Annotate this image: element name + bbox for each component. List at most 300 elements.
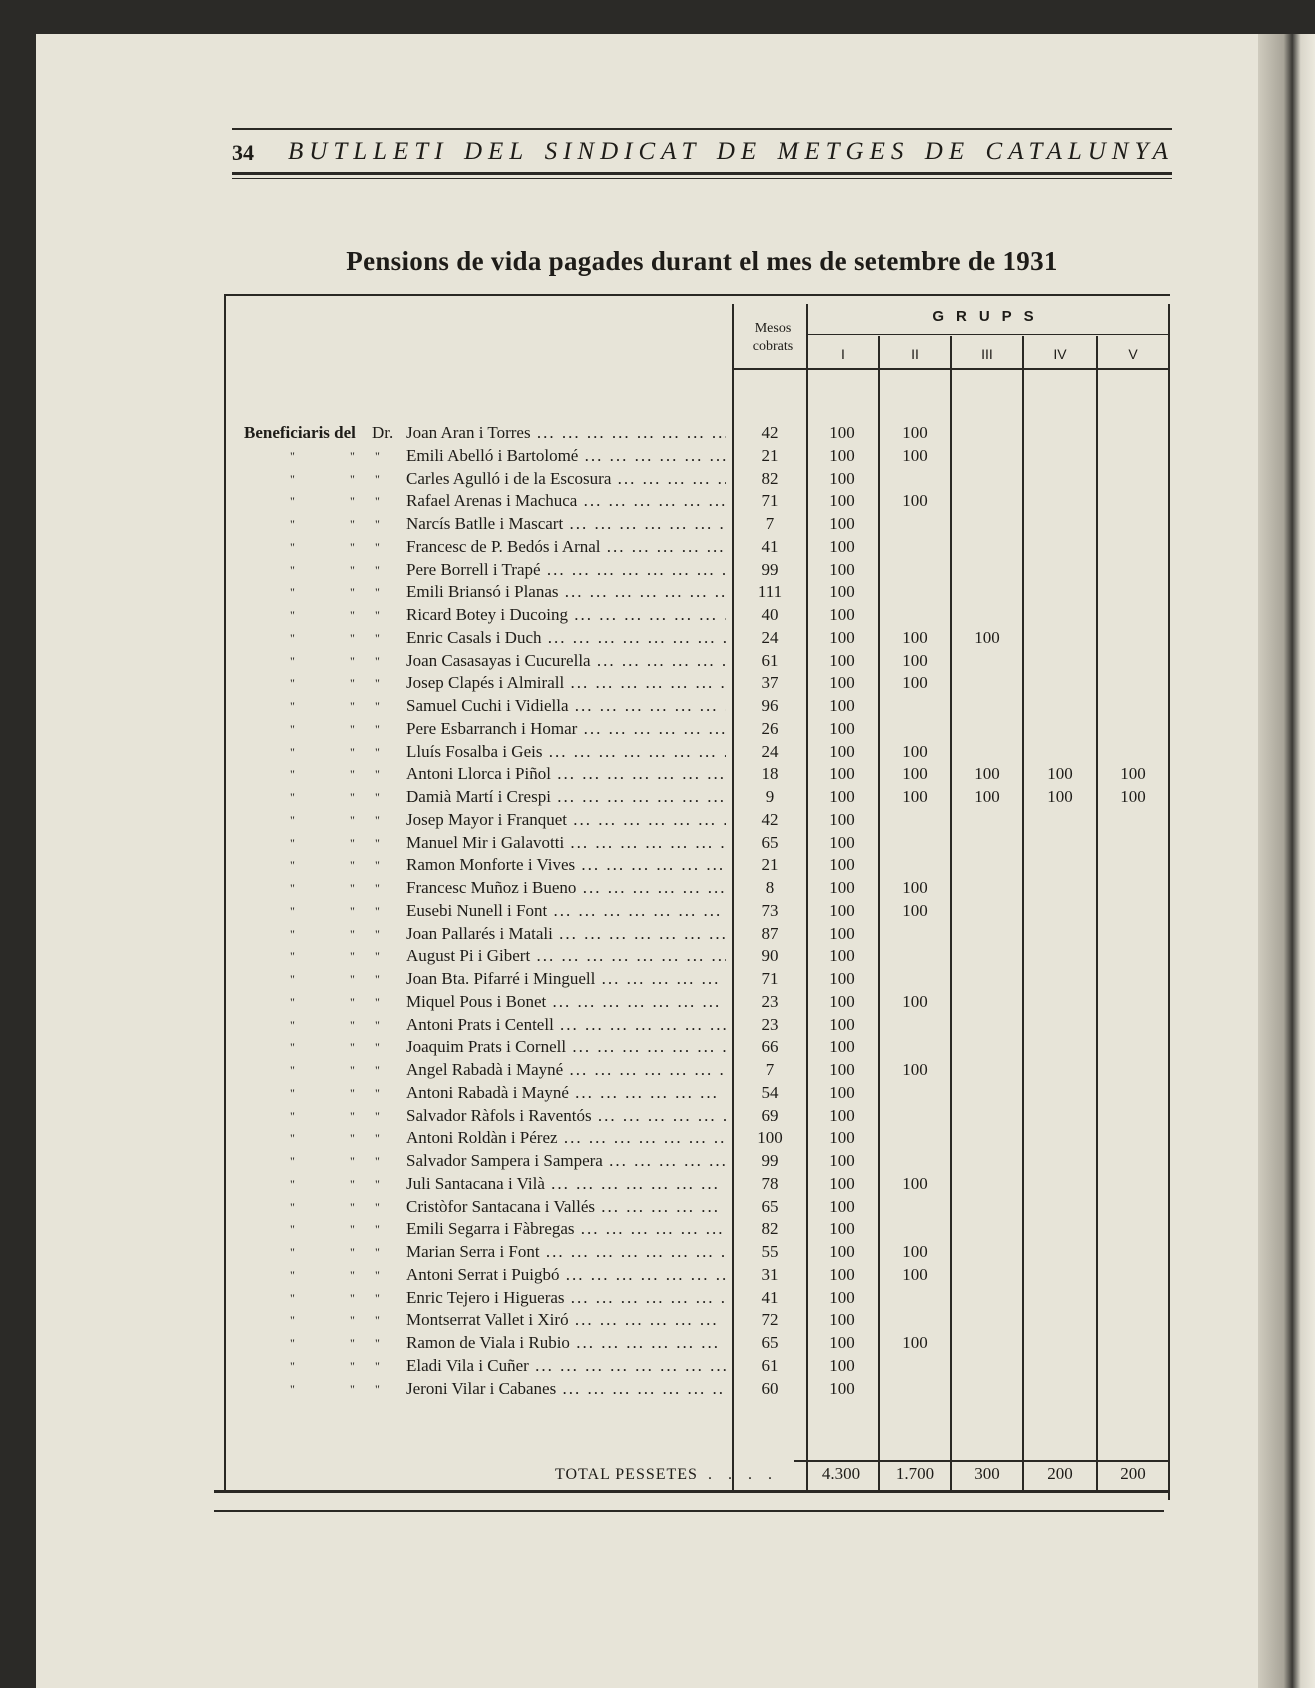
ditto-mark: "	[350, 813, 355, 827]
ditto-mark: "	[290, 904, 295, 918]
table-bottom-rule-2	[214, 1510, 1164, 1512]
mesos-cell: 7	[765, 514, 775, 533]
group-cell: 100	[1047, 764, 1073, 783]
ditto-mark: "	[375, 1200, 380, 1214]
ditto-mark: "	[375, 858, 380, 872]
mesos-cell: 96	[761, 696, 779, 715]
group-cell: 100	[902, 787, 928, 806]
grups-header: GRUPS	[932, 308, 1046, 325]
mesos-cell: 23	[761, 1015, 779, 1034]
beneficiary-name: Manuel Mir i Galavotti ... .	[406, 832, 726, 854]
group-cell: 100	[829, 1379, 855, 1398]
group-cell: 100	[829, 423, 855, 442]
ditto-mark: "	[290, 1336, 295, 1350]
mesos-cell: 71	[761, 969, 779, 988]
ditto-mark: "	[375, 790, 380, 804]
beneficiary-name: Joan Bta. Pifarré i Minguell ... .	[406, 968, 726, 990]
group-cell: 100	[829, 1265, 855, 1284]
book-spine	[1258, 34, 1315, 1688]
ditto-mark: "	[290, 1222, 295, 1236]
ditto-mark: "	[350, 563, 355, 577]
ditto-mark: "	[290, 836, 295, 850]
ditto-mark: "	[350, 1040, 355, 1054]
group-cell: 100	[902, 1265, 928, 1284]
ditto-mark: "	[350, 722, 355, 736]
ditto-mark: "	[290, 449, 295, 463]
ditto-mark: "	[290, 767, 295, 781]
mesos-header	[733, 320, 813, 356]
ditto-mark: "	[290, 790, 295, 804]
beneficiary-name: Ricard Botey i Ducoing ... .	[406, 604, 726, 626]
group-header-iv: IV	[1053, 346, 1067, 362]
group-cell: 100	[902, 651, 928, 670]
ditto-mark: "	[350, 608, 355, 622]
ditto-mark: "	[290, 813, 295, 827]
ditto-mark: "	[290, 858, 295, 872]
mesos-cell: 69	[761, 1106, 779, 1125]
ditto-mark: "	[375, 1336, 380, 1350]
mesos-cell: 31	[761, 1265, 779, 1284]
mesos-cell: 26	[761, 719, 779, 738]
group-cell: 100	[829, 1174, 855, 1193]
header-rule-top	[232, 128, 1172, 130]
ditto-mark: "	[290, 1154, 295, 1168]
group-v-column-rule	[1096, 336, 1098, 1490]
ditto-mark: "	[375, 631, 380, 645]
ditto-mark: "	[350, 904, 355, 918]
ditto-mark: "	[375, 585, 380, 599]
ditto-mark: "	[290, 949, 295, 963]
beneficiary-name: Carles Agulló i de la Escosura ... .	[406, 468, 726, 490]
ditto-mark: "	[290, 995, 295, 1009]
ditto-mark: "	[350, 631, 355, 645]
ditto-mark: "	[375, 972, 380, 986]
total-label: TOTAL PESSETES . .	[555, 1466, 773, 1484]
group-cell: 100	[829, 764, 855, 783]
beneficiary-name: Rafael Arenas i Machuca ... .	[406, 490, 726, 512]
ditto-mark: "	[290, 972, 295, 986]
ditto-mark: "	[375, 1245, 380, 1259]
mesos-cell: 41	[761, 537, 779, 556]
group-cell: 100	[829, 742, 855, 761]
ditto-mark: "	[350, 1154, 355, 1168]
ditto-mark: "	[290, 1291, 295, 1305]
ditto-mark: "	[290, 563, 295, 577]
mesos-cell: 111	[757, 582, 783, 601]
running-head-word: DE	[924, 138, 971, 165]
ditto-mark: "	[375, 767, 380, 781]
beneficiary-name: Narcís Batlle i Mascart ... .	[406, 513, 726, 535]
page-title: Pensions de vida pagades durant el mes de setembre de 1931	[346, 246, 1058, 276]
table-left-rule	[224, 294, 226, 1492]
ditto-mark: "	[375, 1018, 380, 1032]
ditto-mark: "	[350, 836, 355, 850]
group-cell: 100	[829, 469, 855, 488]
running-head-word: BUTLLETI	[288, 138, 449, 165]
group-cell: 100	[974, 787, 1000, 806]
ditto-mark: "	[290, 540, 295, 554]
group-cell: 100	[829, 1310, 855, 1329]
header-bottom-rule	[734, 368, 1170, 370]
ditto-mark: "	[290, 881, 295, 895]
group-cell: 100	[829, 446, 855, 465]
beneficiary-name: Cristòfor Santacana i Vallés ... .	[406, 1196, 726, 1218]
group-cell: 100	[829, 1197, 855, 1216]
mesos-cell: 41	[761, 1288, 779, 1307]
ditto-mark: "	[290, 1063, 295, 1077]
ditto-mark: "	[375, 608, 380, 622]
ditto-mark: "	[290, 1177, 295, 1191]
group-cell: 100	[1047, 787, 1073, 806]
ditto-mark: "	[350, 1336, 355, 1350]
table-bottom-rule	[214, 1490, 1170, 1493]
group-cell: 100	[829, 1083, 855, 1102]
ditto-mark: "	[350, 1291, 355, 1305]
ditto-mark: "	[350, 585, 355, 599]
ditto-mark: "	[290, 1018, 295, 1032]
beneficiary-name: Francesc de P. Bedós i Arnal ... .	[406, 536, 726, 558]
running-head-word: CATALUNYA	[985, 138, 1174, 165]
ditto-mark: "	[350, 858, 355, 872]
group-cell: 100	[829, 878, 855, 897]
group-cell: 100	[902, 878, 928, 897]
group-cell: 100	[974, 628, 1000, 647]
mesos-cell: 54	[761, 1083, 779, 1102]
running-head-word: DEL	[463, 138, 530, 165]
table-right-rule	[1168, 304, 1170, 1500]
ditto-mark: "	[290, 1268, 295, 1282]
ditto-mark: "	[350, 1382, 355, 1396]
running-head-word: DE	[716, 138, 763, 165]
ditto-mark: "	[375, 995, 380, 1009]
ditto-mark: "	[290, 654, 295, 668]
ditto-mark: "	[290, 1313, 295, 1327]
ditto-mark: "	[375, 494, 380, 508]
beneficiary-name: Montserrat Vallet i Xiró ... .	[406, 1309, 726, 1331]
ditto-mark: "	[375, 472, 380, 486]
group-cell: 100	[829, 787, 855, 806]
total-group-ii: 1.700	[895, 1464, 935, 1483]
group-cell: 100	[829, 582, 855, 601]
group-cell: 100	[902, 1060, 928, 1079]
ditto-mark: "	[290, 517, 295, 531]
ditto-mark: "	[375, 1177, 380, 1191]
ditto-mark: "	[375, 1359, 380, 1373]
ditto-mark: "	[350, 995, 355, 1009]
group-cell: 100	[829, 1060, 855, 1079]
ditto-mark: "	[375, 1222, 380, 1236]
group-cell: 100	[829, 673, 855, 692]
group-cell: 100	[829, 537, 855, 556]
beneficiary-name: Enric Casals i Duch ... .	[406, 627, 726, 649]
ditto-mark: "	[375, 1154, 380, 1168]
group-cell: 100	[829, 696, 855, 715]
group-cell: 100	[829, 491, 855, 510]
ditto-mark: "	[375, 927, 380, 941]
group-cell: 100	[902, 628, 928, 647]
page-number: 34	[232, 140, 254, 165]
group-cell: 100	[829, 924, 855, 943]
mesos-cell: 42	[761, 423, 779, 442]
ditto-mark: "	[375, 836, 380, 850]
ditto-mark: "	[350, 1109, 355, 1123]
group-iii-column-rule	[950, 336, 952, 1490]
group-cell: 100	[974, 764, 1000, 783]
group-cell: 100	[902, 992, 928, 1011]
dr-prefix: Dr.	[372, 423, 394, 442]
beneficiary-name: Marian Serra i Font ... .	[406, 1241, 726, 1263]
running-head-word: METGES	[777, 138, 910, 165]
beneficiary-name: Antoni Llorca i Piñol ... .	[406, 763, 726, 785]
group-cell: 100	[829, 1333, 855, 1352]
ditto-mark: "	[290, 472, 295, 486]
mesos-cell: 24	[761, 742, 779, 761]
beneficiaris-label: Beneficiaris del	[244, 423, 356, 442]
running-head	[288, 138, 1174, 166]
ditto-mark: "	[350, 1222, 355, 1236]
group-cell: 100	[829, 560, 855, 579]
mesos-cell: 61	[761, 651, 779, 670]
ditto-mark: "	[350, 927, 355, 941]
ditto-mark: "	[350, 745, 355, 759]
ditto-mark: "	[375, 1063, 380, 1077]
beneficiary-name: Antoni Serrat i Puigbó ... .	[406, 1264, 726, 1286]
beneficiary-name: August Pi i Gibert ... .	[406, 945, 726, 967]
ditto-mark: "	[290, 1200, 295, 1214]
ditto-mark: "	[290, 722, 295, 736]
group-cell: 100	[829, 605, 855, 624]
ditto-mark: "	[350, 949, 355, 963]
ditto-mark: "	[375, 449, 380, 463]
group-cell: 100	[902, 423, 928, 442]
group-cell: 100	[829, 651, 855, 670]
beneficiary-name: Pere Esbarranch i Homar ... .	[406, 718, 726, 740]
ditto-mark: "	[375, 745, 380, 759]
mesos-cell: 55	[761, 1242, 779, 1261]
group-cell: 100	[902, 1174, 928, 1193]
ditto-mark: "	[350, 1131, 355, 1145]
ditto-mark: "	[350, 881, 355, 895]
total-group-iii: 300	[974, 1464, 1000, 1483]
mesos-cell: 71	[761, 491, 779, 510]
ditto-mark: "	[350, 1245, 355, 1259]
ditto-mark: "	[290, 676, 295, 690]
beneficiary-name: Joan Pallarés i Matali ... .	[406, 923, 726, 945]
group-cell: 100	[829, 1151, 855, 1170]
mesos-cell: 61	[761, 1356, 779, 1375]
beneficiary-name: Antoni Roldàn i Pérez ... .	[406, 1127, 726, 1149]
mesos-cell: 21	[761, 446, 779, 465]
group-cell: 100	[829, 1037, 855, 1056]
mesos-cell: 18	[761, 764, 779, 783]
ditto-mark: "	[350, 1018, 355, 1032]
mesos-cell: 21	[761, 855, 779, 874]
group-cell: 100	[902, 673, 928, 692]
beneficiary-name: Eusebi Nunell i Font ... .	[406, 900, 726, 922]
ditto-mark: "	[350, 540, 355, 554]
ditto-mark: "	[350, 654, 355, 668]
group-header-ii: II	[911, 346, 919, 362]
ditto-mark: "	[375, 949, 380, 963]
ditto-mark: "	[350, 1177, 355, 1191]
beneficiary-name: Juli Santacana i Vilà ... .	[406, 1173, 726, 1195]
group-header-iii: III	[981, 346, 993, 362]
mesos-cell: 82	[761, 1219, 779, 1238]
group-cell: 100	[902, 901, 928, 920]
mesos-cell: 65	[761, 1197, 779, 1216]
ditto-mark: "	[375, 654, 380, 668]
ditto-mark: "	[350, 472, 355, 486]
ditto-mark: "	[290, 494, 295, 508]
beneficiary-name: Pere Borrell i Trapé ... .	[406, 559, 726, 581]
group-cell: 100	[902, 764, 928, 783]
mesos-cell: 99	[761, 560, 779, 579]
beneficiary-name: Enric Tejero i Higueras ... .	[406, 1287, 726, 1309]
mesos-cell: 100	[757, 1128, 783, 1147]
beneficiary-name: Jeroni Vilar i Cabanes ... .	[406, 1378, 726, 1400]
ditto-mark: "	[350, 1359, 355, 1373]
ditto-mark: "	[290, 585, 295, 599]
total-group-i: 4.300	[821, 1464, 861, 1483]
beneficiary-name: Damià Martí i Crespi ... .	[406, 786, 726, 808]
beneficiary-name: Angel Rabadà i Mayné ... .	[406, 1059, 726, 1081]
beneficiary-name: Ramon de Viala i Rubio ... .	[406, 1332, 726, 1354]
beneficiary-name: Antoni Prats i Centell ... .	[406, 1014, 726, 1036]
group-header-v: V	[1128, 346, 1138, 362]
ditto-mark: "	[290, 1359, 295, 1373]
mesos-cell: 7	[765, 1060, 775, 1079]
mesos-cell: 60	[761, 1379, 779, 1398]
group-cell: 100	[829, 1128, 855, 1147]
ditto-mark: "	[375, 540, 380, 554]
group-cell: 100	[902, 446, 928, 465]
ditto-mark: "	[375, 676, 380, 690]
ditto-mark: "	[350, 449, 355, 463]
ditto-mark: "	[350, 699, 355, 713]
ditto-mark: "	[375, 1268, 380, 1282]
ditto-mark: "	[290, 1109, 295, 1123]
ditto-mark: "	[375, 699, 380, 713]
ditto-mark: "	[375, 1313, 380, 1327]
ditto-mark: "	[375, 1291, 380, 1305]
beneficiary-name: Lluís Fosalba i Geis ... .	[406, 741, 726, 763]
ditto-mark: "	[290, 1245, 295, 1259]
mesos-cell: 8	[765, 878, 775, 897]
group-cell: 100	[1120, 764, 1146, 783]
beneficiary-name: Josep Clapés i Almirall ... .	[406, 672, 726, 694]
group-cell: 100	[829, 1288, 855, 1307]
beneficiary-name: Emili Segarra i Fàbregas ... .	[406, 1218, 726, 1240]
mesos-cell: 78	[761, 1174, 779, 1193]
group-cell: 100	[829, 1219, 855, 1238]
ditto-mark: "	[375, 1086, 380, 1100]
ditto-mark: "	[290, 699, 295, 713]
ditto-mark: "	[290, 1131, 295, 1145]
beneficiary-name: Ramon Monforte i Vives ... .	[406, 854, 726, 876]
mesos-cell: 65	[761, 1333, 779, 1352]
group-cell: 100	[902, 1333, 928, 1352]
beneficiary-name: Joan Aran i Torres ... .	[406, 422, 726, 444]
group-cell: 100	[829, 855, 855, 874]
group-iv-column-rule	[1022, 336, 1024, 1490]
group-cell: 100	[829, 1015, 855, 1034]
group-cell: 100	[1120, 787, 1146, 806]
ditto-mark: "	[290, 745, 295, 759]
ditto-mark: "	[375, 813, 380, 827]
ditto-mark: "	[290, 1040, 295, 1054]
mesos-cell: 23	[761, 992, 779, 1011]
mesos-header-line1: Mesos	[754, 321, 792, 336]
ditto-mark: "	[350, 1313, 355, 1327]
group-cell: 100	[902, 742, 928, 761]
ditto-mark: "	[350, 767, 355, 781]
ditto-mark: "	[350, 517, 355, 531]
ditto-mark: "	[375, 1109, 380, 1123]
group-cell: 100	[829, 628, 855, 647]
ditto-mark: "	[290, 608, 295, 622]
grups-rule	[808, 334, 1170, 335]
mesos-cell: 40	[761, 605, 779, 624]
group-cell: 100	[829, 514, 855, 533]
ditto-mark: "	[350, 790, 355, 804]
ditto-mark: "	[375, 517, 380, 531]
table-top-rule	[224, 294, 1170, 296]
ditto-mark: "	[375, 904, 380, 918]
mesos-cell: 66	[761, 1037, 779, 1056]
beneficiary-name: Samuel Cuchi i Vidiella ... .	[406, 695, 726, 717]
group-cell: 100	[829, 901, 855, 920]
ditto-mark: "	[375, 722, 380, 736]
ditto-mark: "	[290, 631, 295, 645]
group-cell: 100	[829, 810, 855, 829]
group-cell: 100	[829, 969, 855, 988]
ditto-mark: "	[350, 1200, 355, 1214]
totals-top-rule	[794, 1460, 1170, 1462]
mesos-cell: 90	[761, 946, 779, 965]
beneficiary-name: Josep Mayor i Franquet ... .	[406, 809, 726, 831]
ditto-mark: "	[290, 1382, 295, 1396]
total-group-v: 200	[1120, 1464, 1146, 1483]
ditto-mark: "	[375, 1040, 380, 1054]
mesos-header-line2: cobrats	[752, 339, 794, 354]
ditto-mark: "	[290, 927, 295, 941]
beneficiary-name: Joaquim Prats i Cornell ... .	[406, 1036, 726, 1058]
ditto-mark: "	[350, 972, 355, 986]
beneficiary-name: Salvador Sampera i Sampera ... .	[406, 1150, 726, 1172]
group-cell: 100	[829, 1356, 855, 1375]
mesos-cell: 24	[761, 628, 779, 647]
ditto-mark: "	[375, 881, 380, 895]
group-cell: 100	[829, 992, 855, 1011]
group-cell: 100	[829, 833, 855, 852]
mesos-cell: 72	[761, 1310, 779, 1329]
header-rule-bottom	[232, 172, 1172, 175]
group-cell: 100	[829, 946, 855, 965]
ditto-mark: "	[350, 1086, 355, 1100]
ditto-mark: "	[375, 1382, 380, 1396]
header-rule-bottom-thin	[232, 178, 1172, 179]
ditto-mark: "	[375, 563, 380, 577]
mesos-cell: 42	[761, 810, 779, 829]
beneficiary-name: Joan Casasayas i Cucurella ... .	[406, 650, 726, 672]
group-cell: 100	[829, 1242, 855, 1261]
mesos-cell: 37	[761, 673, 779, 692]
running-head-word: SINDICAT	[544, 138, 702, 165]
ditto-mark: "	[350, 1268, 355, 1282]
group-cell: 100	[902, 491, 928, 510]
beneficiary-name: Emili Briansó i Planas ... .	[406, 581, 726, 603]
beneficiary-name: Eladi Vila i Cuñer ... .	[406, 1355, 726, 1377]
